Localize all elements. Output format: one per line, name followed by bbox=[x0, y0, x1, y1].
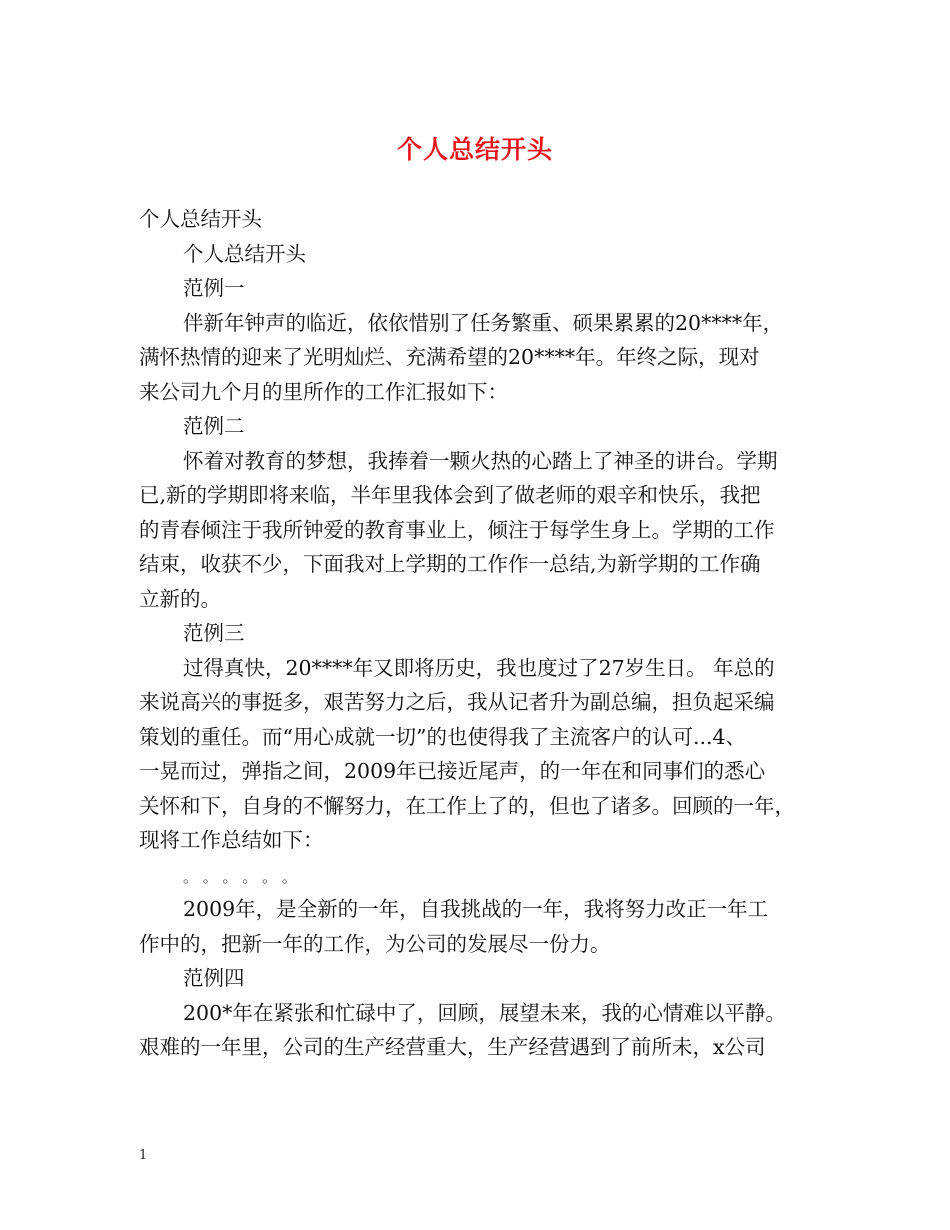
paragraph-line: 个人总结开头 bbox=[139, 207, 262, 231]
paragraph-line: 结束，收获不少，下面我对上学期的工作作一总结,为新学期的工作确 bbox=[139, 552, 761, 576]
paragraph-line: 的青春倾注于我所钟爱的教育事业上，倾注于每学生身上。学期的工作 bbox=[139, 517, 775, 542]
dots-text: 。 。 。 。 。 。 bbox=[183, 867, 297, 886]
paragraph-line: 立新的。 bbox=[139, 586, 221, 611]
paragraph-line: 怀着对教育的梦想，我捧着一颗火热的心踏上了神圣的讲台。学期 bbox=[183, 448, 778, 473]
paragraph-line: 200*年在紧张和忙碌中了，回顾，展望未来，我的心情难以平静。 bbox=[183, 1000, 786, 1025]
paragraph-line: 一晃而过，弹指之间，2009年已接近尾声，的一年在和同事们的悉心 bbox=[139, 759, 766, 783]
section-heading-example-1: 范例一 bbox=[183, 276, 245, 300]
paragraph-line: 2009年，是全新的一年，自我挑战的一年，我将努力改正一年工 bbox=[183, 897, 769, 921]
paragraph-line: 作中的，把新一年的工作，为公司的发展尽一份力。 bbox=[139, 931, 611, 956]
paragraph-line: 现将工作总结如下： bbox=[139, 828, 324, 852]
paragraph-line: 已,新的学期即将来临，半年里我体会到了做老师的艰辛和快乐，我把 bbox=[139, 483, 761, 507]
page-number: 1 bbox=[139, 1148, 148, 1163]
document-body bbox=[139, 202, 819, 1065]
section-heading-example-4: 范例四 bbox=[183, 966, 245, 990]
paragraph-line: 过得真快，20****年又即将历史，我也度过了27岁生日。 年总的 bbox=[183, 655, 775, 680]
paragraph-line: 来说高兴的事挺多，艰苦努力之后，我从记者升为副总编，担负起采编 bbox=[139, 690, 775, 714]
ellipsis-dots bbox=[139, 858, 819, 893]
paragraph-line: 艰难的一年里，公司的生产经营重大，生产经营遇到了前所未，x公司 bbox=[139, 1035, 766, 1059]
paragraph-line: 满怀热情的迎来了光明灿烂、充满希望的20****年。年终之际，现对 bbox=[139, 345, 760, 369]
section-heading-example-3: 范例三 bbox=[183, 621, 245, 645]
document-title: 个人总结开头 bbox=[396, 135, 553, 164]
paragraph-line: 来公司九个月的里所作的工作汇报如下： bbox=[139, 379, 508, 404]
paragraph-line: 个人总结开头 bbox=[183, 241, 306, 266]
section-heading-example-2: 范例二 bbox=[183, 414, 245, 438]
paragraph-line: 伴新年钟声的临近，依依惜别了任务繁重、硕果累累的20****年， bbox=[183, 310, 784, 335]
paragraph-line: 策划的重任。而“用心成就一切”的也使得我了主流客户的认可...4、 bbox=[139, 724, 747, 749]
paragraph-line: 关怀和下，自身的不懈努力，在工作上了的，但也了诸多。回顾的一年， bbox=[139, 793, 795, 818]
